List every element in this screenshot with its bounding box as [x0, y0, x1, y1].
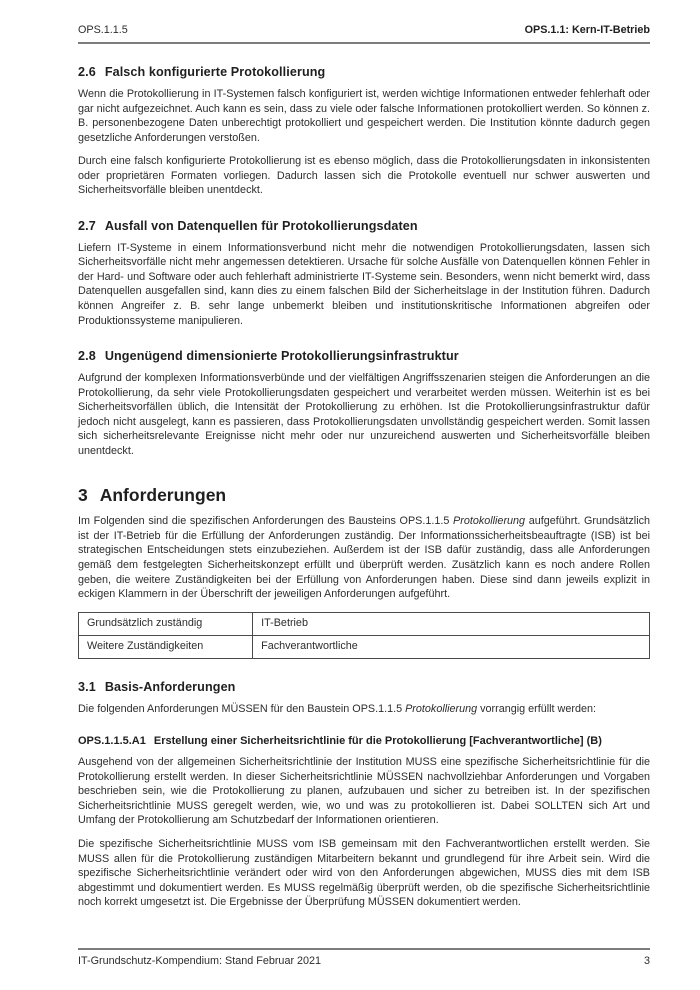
section-heading-3-1	[78, 680, 650, 694]
paragraph: Durch eine falsch konfigurierte Protokollierung ist es ebenso möglich, dass die Protokollierungsdaten in inkonsistenten oder proprietären Formaten vorliegen. Dadurch lassen sich die Protokolle eventuell nur schwer auswerten und Sicherheitsvorfälle bleiben unentdeckt.	[78, 155, 650, 197]
paragraph: Aufgrund der komplexen Informationsverbünde und der vielfältigen Angriffsszenarien steigen die Anforderungen an die Protokollierung, da sehr viele Protokollierungsdaten gespeichert und verarbeitet werden müssen. Weiterhin ist es bei Sicherheitsvorfällen üblich, die Intensität der Protokollierung zu erhöhen. Ist die Protokollierungsinfrastruktur dafür jedoch nicht ausgelegt, kann es passieren, dass Protokollierungsdaten unvollständig gespeichert werden. Somit lassen sich sicherheitsrelevante Ereignisse nicht mehr oder nur unzureichend auswerten und Sicherheitsvorfälle bleiben unentdeckt.	[78, 372, 650, 457]
section-number: 2.6	[78, 65, 96, 79]
paragraph-text: vorrangig erfüllt werden:	[477, 702, 596, 715]
section-heading-2-8	[78, 349, 650, 363]
responsibility-table	[78, 612, 650, 659]
module-name-italic: Protokollierung	[453, 515, 526, 528]
paragraph-text: Im Folgenden sind die spezifischen Anforderungen des Bausteins OPS.1.1.5	[78, 515, 454, 528]
requirement-title: Erstellung einer Sicherheitsrichtlinie für die Protokollierung [Fachverantwortliche] (B)	[153, 735, 602, 748]
paragraph: Liefern IT-Systeme in einem Informationsverbund nicht mehr die notwendigen Protokollierungsdaten, lassen sich Sicherheitsvorfälle nicht mehr angemessen detektieren. Ursache für solche Ausfälle von Datenquellen können Fehler in der Hard- und Software oder auch fehlerhaft administrierte IT-Systeme sein. Besonders, wenn nicht bemerkt wird, dass Datenquellen ausgefallen sind, kann dies zu einem falschen Bild der Sicherheitslage in der Institution führen. Dadurch können Angreifer z. B. sehr lange unbemerkt bleiben und institutionskritische Informationen abgreifen oder Produktionssysteme manipulieren.	[78, 241, 650, 327]
table-row	[79, 635, 650, 658]
header-doc-id: OPS.1.1.5	[78, 24, 128, 36]
section-number: 3.1	[78, 679, 96, 694]
requirement-heading-a1	[78, 735, 650, 747]
requirement-code: OPS.1.1.5.A1	[78, 735, 146, 748]
paragraph-text: Die folgenden Anforderungen MÜSSEN für den Baustein OPS.1.1.5	[78, 702, 406, 715]
table-cell-value: Fachverantwortliche	[253, 635, 650, 658]
table-row	[79, 612, 650, 635]
table-cell-label: Grundsätzlich zuständig	[79, 612, 253, 635]
section-title: Basis-Anforderungen	[104, 679, 236, 694]
section-number: 2.7	[78, 218, 96, 233]
section-number: 2.8	[78, 349, 96, 364]
paragraph	[78, 514, 650, 601]
module-name-italic: Protokollierung	[405, 702, 478, 715]
chapter-heading-3	[78, 485, 650, 506]
section-heading-2-7	[78, 219, 650, 233]
table-cell-label: Weitere Zuständigkeiten	[79, 635, 253, 658]
section-title: Anforderungen	[99, 485, 227, 506]
table-cell-value: IT-Betrieb	[253, 612, 650, 635]
page-footer	[78, 948, 650, 967]
document-page	[78, 0, 650, 990]
page-number: 3	[643, 955, 650, 967]
footer-document-info: IT-Grundschutz-Kompendium: Stand Februar 2021	[78, 955, 322, 967]
section-heading-2-6	[78, 65, 650, 79]
section-title: Ungenügend dimensionierte Protokollierungsinfrastruktur	[104, 349, 459, 364]
paragraph: Wenn die Protokollierung in IT-Systemen falsch konfiguriert ist, werden wichtige Informationen entweder fehlerhaft oder gar nicht aufgezeichnet. Auch kann es sein, dass zu viele oder falsche Informationen protokolliert werden. So können z. B. personenbezogene Daten unberechtigt protokolliert und gespeichert werden. Die Institution könnte dadurch gegen gesetzliche Anforderungen verstoßen.	[78, 88, 650, 144]
section-title: Ausfall von Datenquellen für Protokollierungsdaten	[104, 218, 418, 233]
paragraph: Die spezifische Sicherheitsrichtlinie MUSS vom ISB gemeinsam mit den Fachverantwortlichen erstellt werden. Sie MUSS allen für die Protokollierung zuständigen Mitarbeitern bekannt und grundlegend für ihre Arbeit sein. Wird die spezifische Sicherheitsrichtlinie verändert oder wird von den Anforderungen abgewichen, MUSS dies mit dem ISB abgestimmt und dokumentiert werden. Es MUSS regelmäßig überprüft werden, ob die spezifische Sicherheitsrichtlinie noch korrekt umgesetzt ist. Die Ergebnisse der Überprüfung MÜSSEN dokumentiert werden.	[78, 837, 650, 909]
paragraph-text: aufgeführt. Grundsätzlich ist der IT-Betrieb für die Erfüllung der Anforderungen zuständig. Der Informationssicherheitsbeauftragte (ISB) ist bei strategischen Entscheidungen stets einzubeziehen. Außerdem ist der ISB dafür zuständig, dass alle Anforderungen gemäß dem festgelegten Sicherheitskonzept erfüllt und überprüft werden. Zusätzlich kann es noch andere Rollen geben, die weitere Zuständigkeiten bei der Erfüllung von Anforderungen haben. Diese sind dann jeweils explizit in eckigen Klammern in der Überschrift der jeweiligen Anforderungen aufgeführt.	[78, 515, 651, 601]
page-header	[78, 0, 650, 44]
header-chapter-title: OPS.1.1: Kern-IT-Betrieb	[524, 24, 650, 36]
section-title: Falsch konfigurierte Protokollierung	[104, 65, 326, 79]
section-number: 3	[78, 485, 88, 506]
paragraph	[78, 702, 650, 717]
paragraph: Ausgehend von der allgemeinen Sicherheitsrichtlinie der Institution MUSS eine spezifische Sicherheitsrichtlinie für die Protokollierung erstellt werden. In dieser Sicherheitsrichtlinie MÜSSEN nachvollziehbar Anforderungen und Vorgaben beschrieben sein, wie die Protokollierung zu planen, aufzubauen und sicher zu betreiben ist. In der spezifischen Sicherheitsrichtlinie MUSS geregelt werden, wie, wo und was zu protokollieren ist. Dabei SOLLTEN sich Art und Umfang der Protokollierung am Schutzbedarf der Informationen orientieren.	[78, 756, 650, 827]
